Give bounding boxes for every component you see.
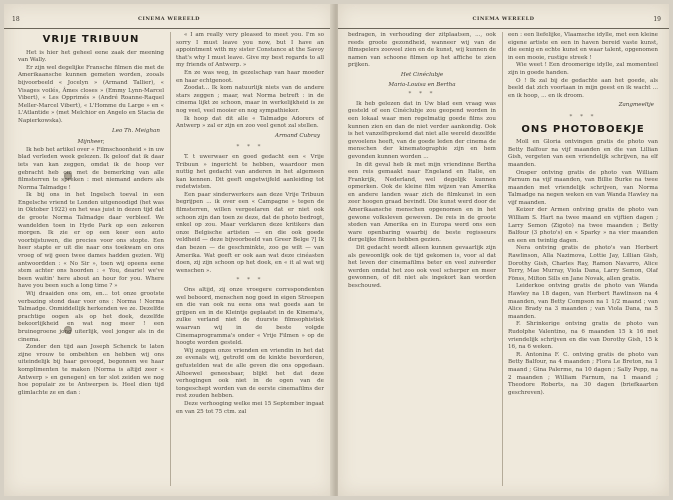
- paragraph: Ik bij ons in het Ingelsch toeval in een Engelsche vriend te Londen uitgenoodigd (het was in Oktober 1922) en het was juist in dezen tijd dat de groote Norma Talmadge daar verbleef. We wandelden toen in Hyde Park op een zekeren morgen. Ik zie er op een keer een auto voorbijstuwen, die precies voor ons stopte. Een heer stapte er uit die naar ons toekwam en ons vroeg of wij geen twee dames hadden gezien. Wij antwoordden : « No Sir », toen wij opeens eene stem achter ons hoorden : « You, dearie! we've been waitin' here about an hour for you. Where have you been such a long time ? »: [18, 192, 164, 290]
- paragraph: een : een liefelijke, Vlaamsche idylle, met een kleine eigene artiste en een in haven bereid vaste kunst, die eenig en echte kunst en waar talent, opgenomen in een mooie, rustige streek !: [508, 32, 658, 61]
- left-running-head: CINEMA WEREELD: [138, 16, 200, 22]
- paragraph: Zonder den tijd aan Joseph Schenck te laten zijne vrouw te ombehten en hebben wij ons uiteindelijk bij haar gevoegd, begonnen we haar komplimenten te maken (Norma is altijd zeer « Antwerp » en genegen) en ter slot zeiden we nog hoe populair ze te Antwerpen is. Heel dien tijd glimlachte ze en dan :: [18, 344, 164, 396]
- left-page-number: 18: [12, 16, 20, 23]
- right-page-number: 19: [653, 16, 661, 23]
- paragraph: « I am really very pleased to meet you. I'm so sorry I must leave you now, but I have an appointment with my sister Constance at the Savoy that's why I must leave. Give my best regards to all my friends of Antwerp. »: [176, 32, 324, 69]
- paragraph: En ze was weg, in gezelschap van haar moeder en haar echtgenoot.: [176, 69, 324, 84]
- paragraph: Leiderkoe ontving gratis de photo van Wanda Hawley na 18 dagen, van Herbert Rawlinson na 4 maanden, van Betty Compson na 1 1/2 maand ; van Alice Brady na 3 maanden ; van Viola Dana, na 5 maanden.: [508, 283, 658, 320]
- paragraph: Ons altijd, zij onze vroegere correspondenten wel beboord, menschen nog goed in eigen Streepen en die van ook nu eens ons wat goeds aan te grijpen en in de Kleintje geplaatst in de Kinema's, zulke verland niet de duurste filmsophistiek waarvan wij in de beste volgde Cinemaprogramma's onder « Vrije Filmen » op de hoogte worden gesteld.: [176, 287, 324, 347]
- column-rule: [502, 32, 503, 486]
- paragraph: Onsper ontving gratis de photo van William Farnum na vijf maanden, van Billie Burke na twee maanden met vriendelijk schrijven, van Norma Talmadge na negen weken en van Wanda Hawley na vijf maanden.: [508, 169, 658, 206]
- left-column-1: [18, 32, 164, 488]
- paragraph: Wie weet ! Een droomerige idylle, zal momenteel zijn in goede handen.: [508, 62, 658, 76]
- subtitle-label: Het Cinéclubje: [400, 71, 444, 78]
- right-running-head: CINEMA WEREELD: [472, 16, 535, 22]
- signature: Armand Cubray: [275, 132, 320, 139]
- signature: Leo Th. Meighan: [111, 127, 160, 134]
- paragraph: Een paar sinderwerkers aan deze Vrije Tribuun begrijpen ... ik over een « Campagne » tegen de filmsterren, willen vergeelaren dat er niet ook schoon zijn dan toen ze deze, dat de photo bedrogt, enkel op zou. Maar verklaren deze kritikers dan onze Belgische artisten — en die ook goede veldheid — deze bijvoorbeeld van Greer Belge ?] Ik dan bezen — de geschminkte, zoo ge wilt — van Amerika. Wat geeft er ook aan wat deze cinéasten doen, zij zijn schoon op het doek, en « it al wat wij wenschen ».: [176, 191, 324, 274]
- paragraph: F. Shrinkerige ontving gratis de photo van Rudolphe Valentino, na 6 maanden 15 k 16 met vriendelijk schrijven en die van Dorothy Gish, 15 k 16, na 6 weken.: [508, 321, 658, 351]
- paragraph: In dit geval heb ik met mijn vriendinne Bertha een reis gemaakt naar Engeland en Italie, en Frankrijk, Nederland, wel degelijk kunnen opmerken. Ook de kleine film wijzen van Amerika en andere landen waar zich de filmkunst in een zeer hoogen graad bevindt. Die kunst werd door de Amerikaansche menschen opgenomen en in het gewone volksleven geweven. De reis in de groote steden van Amerika en in Europa werd ons een ware openbaring waarbij de beste regisseurs dergelijke filmen hebben gezien.: [348, 161, 496, 244]
- paragraph: Ik heb gelezen dat in Uw blad een vraag was gesteld of een Cinéclubje zou geopend worden in een lokaal waar men regelmatig goede films zou kunnen zien en dan de niet verder aankondig. Ook is het vanzelfsprekend dat niet alle wereld dezelfde gevoelens heeft, van de goede leden der cinema de menschen der kinematographie zijn en hem gevonden kunnen worden ...: [348, 100, 496, 160]
- right-column-1: [348, 32, 496, 488]
- paragraph: Ik hoop dat dit alle « Talmadge Adorers of Antwerp » zal er zijn en zoo veel genot zal stellen.: [176, 115, 324, 130]
- right-page: [338, 4, 669, 496]
- left-column-2: [176, 32, 324, 488]
- section-divider: * * *: [569, 113, 597, 120]
- paragraph: Zoodat... Ik kom natuurlijk niets van de andere stars zeggen ; maar, wat Norma betreft : in de cinema lijkt ze schoon, maar in werkelijkheid is ze nog veel, veel mooier en nog sympathieker.: [176, 85, 324, 114]
- subtitle-name: Maria-Louisa en Bertha: [388, 81, 456, 88]
- paragraph: O ! Ik zal bij de gedachte aan het goede, als beeld dat zich voortaan in mijn geest en ik wacht ... en ik hoop, ... en ik droom.: [508, 77, 658, 99]
- salutation: Mijnheer,: [77, 139, 105, 146]
- column-rule: [170, 32, 171, 486]
- paragraph: T. t uwerwaer en goed gedacht een « Vrije Tribuun » ingericht te hebben, waardoor men nuttig het gedacht van anderen in het algemeen kan kennen. Dit geeft ongetwijfeld aanleiding tot redetwisten.: [176, 153, 324, 191]
- section-divider: * * *: [236, 277, 264, 284]
- article-title: VRIJE TRIBUUN: [42, 34, 140, 45]
- paragraph: Wij draaiden ons om, en... tot onze grootste verbazing stond daar voor ons : Norma ! Norma Talmadge. Onmiddellijk herkenden we ze. Dezelfde prachtige oogen als op het doek, dezelfde bekoorlijkheid en wat nog meer ! een bruinegroene jong uiterlijk, veel jonger als in de cinema.: [18, 291, 164, 343]
- paragraph: Nera ontving gratis de photo's van Herbert Rawlinson, Alla Nazimova, Lottie Jay, Lillian Gish, Dorothy Gish, Charles Ray, Ramon Navarro, Alice Terry, Mae Murray, Viola Dana, Larry Semon, Olaf Fönss, Milton Sills en Jane Novak, allen gratis.: [508, 245, 658, 282]
- paragraph: bedragen, in verhouding der zitplaatsen, ..., ook reeds groote gezondheid, wanneer wij van de filmspelers zooveel zien en de kunst, wij kunnen de namen van schoone filmen op het affiche te zien prijken.: [348, 32, 496, 69]
- right-column-2: [508, 32, 658, 488]
- section-divider: * * *: [408, 91, 436, 98]
- paragraph: Wij zeggen onze vrienden en vriendin in het dat ze evenals wij, getrofd om de kinkte bevorderen, gefustelden wat de alle geven die ons opgedaan. Alhoewel geneesbaar, blijkt het dat deze verhogingen ook niet in de ogen van de tongeschept worden van de eerste cinemafilms der rest zouden hebben.: [176, 347, 324, 400]
- paragraph: Ik heb het artikel over « Filmschoonheid » in uw blad verleden week gelezen. Ik geloof dat ik daar iets van kan zeggen, omdat ik de hoop ver gebracht heb om met de bemerking van alle filmsterren te spreken : met niemand anders als Norma Talmadge !: [18, 146, 164, 191]
- section-divider: * * *: [236, 144, 264, 151]
- paragraph: Dit gedacht wordt alleen kunnen gevaarlijk zijn als gewoonlijk ook de tijd gekomen is, voor al dat het leven der cinemafilms beter en veel zuiverder werden omdat het zoo ook veel scherper en meer gewonnen, of dit niet als ingekort kan worden beschouwd.: [348, 245, 496, 289]
- paragraph: Het is hier het geheel eene zaak der meening van Wally.: [18, 49, 164, 64]
- paragraph: R. Antonina F. C. ontving gratis de photo van Betty Balfour, na 4 maanden ; Flora Le Breton, na 1 maand ; Gina Palerme, na 10 dagen ; Sally Pepp, na 2 maanden ; William Farnum, na 1 maand ; Theodore Roberts, na 30 dagen (briefkaarten geschreven).: [508, 351, 658, 396]
- section-title: ONS PHOTOBOEKJE: [521, 123, 645, 135]
- signature: Zangmeeltje: [618, 102, 654, 109]
- paragraph: Deze verhooging welke mei 15 September ingaat en van 25 tot 75 ctm. zal: [176, 400, 324, 415]
- paragraph: Moll en Gloria ontvingen gratis de photo van Betty Balfour na vijf maanden en die van Lillian Gish, vergeten van een vriendelijk schrijven, na elf maanden.: [508, 139, 658, 168]
- paragraph: Keizer der Armen ontving gratis de photo van William S. Hart na twee maand en vijftien dagen ; Larry Semon (Zigoto) na twee maanden ; Betty Balfour (3 photo's) en « Sparky » na vier maanden en een en twintig dagen.: [508, 207, 658, 244]
- right-page-header: [338, 14, 669, 29]
- left-page-header: [4, 14, 334, 29]
- paragraph: Er zijn wel degelijke Fransche filmen die met de Amerikaansche kunnen gemeten worden, zooals bijvoorbeeld « Jocelyn » (Armand Tallier), « Visages voilés, Âmes closes » (Emmy Lynn-Marcel Vibert), « Les Opprimés » (André Roanne-Raquel Meller-Marcel Vibert), « L'Homme du Large » en « L'Atlantide » (met Melchior en Angelo en Stacia de Napierkowska).: [18, 64, 164, 124]
- left-page: [4, 4, 334, 496]
